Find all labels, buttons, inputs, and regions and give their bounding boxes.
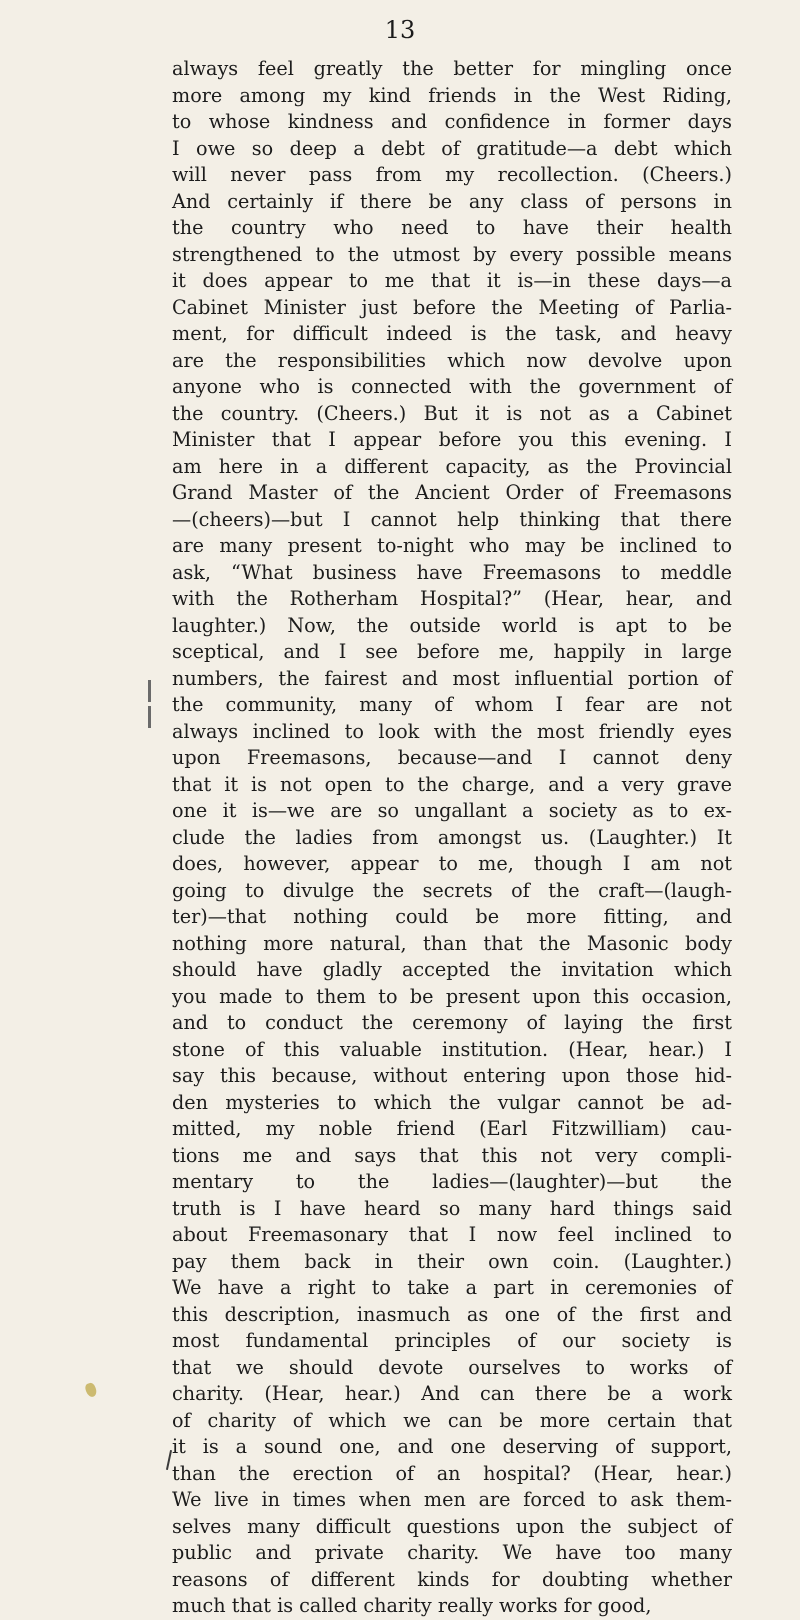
text-line: that it is not open to the charge, and a very grave (172, 772, 732, 796)
text-line: with the Rotherham Hospital?” (Hear, hear, and (172, 587, 732, 610)
text-line: are the responsibilities which now devolve upon (172, 348, 732, 372)
text-line: truth is I have heard so many hard things said (172, 1196, 732, 1220)
text-line: Grand Master of the Ancient Order of Freemasons (172, 481, 732, 504)
text-line: that we should devote ourselves to works of (172, 1355, 732, 1379)
text-line: —(cheers)—but I cannot help thinking that there (172, 507, 732, 531)
text-line: you made to them to be present upon this occasion, (172, 984, 732, 1008)
text-line: the country who need to have their health (172, 216, 732, 239)
text-line: clude the ladies from amongst us. (Laughter.) It (172, 825, 732, 849)
text-line: more among my kind friends in the West Riding, (172, 83, 732, 107)
text-line: stone of this valuable institution. (Hear, hear.) I (172, 1037, 732, 1061)
text-line: ask, “What business have Freemasons to meddle (172, 560, 732, 584)
text-line: mitted, my noble friend (Earl Fitzwilliam) cau- (172, 1117, 732, 1140)
text-line: it does appear to me that it is—in these days—a (172, 269, 732, 292)
text-line: about Freemasonary that I now feel inclined to (172, 1223, 732, 1246)
text-line: den mysteries to which the vulgar cannot be ad- (172, 1090, 732, 1114)
text-line: strengthened to the utmost by every possible means (172, 242, 732, 266)
text-line: the community, many of whom I fear are not (172, 693, 732, 716)
text-line: always inclined to look with the most friendly eyes (172, 719, 732, 743)
text-line: sceptical, and I see before me, happily in large (172, 640, 732, 663)
text-line: Minister that I appear before you this evening. I (172, 428, 732, 451)
text-line: than the erection of an hospital? (Hear, hear.) (172, 1461, 732, 1485)
body-text (172, 56, 732, 1620)
text-line: ter)—that nothing could be more fitting, and (172, 905, 732, 928)
text-line: always feel greatly the better for mingling once (172, 57, 732, 80)
text-line: to whose kindness and confidence in former days (172, 110, 732, 133)
text-line: mentary to the ladies—(laughter)—but the (172, 1170, 732, 1193)
page-number: 13 (384, 16, 416, 44)
text-line: We have a right to take a part in ceremonies of (172, 1276, 732, 1299)
text-line: We live in times when men are forced to ask them- (172, 1488, 732, 1511)
text-line: going to divulge the secrets of the craft—(laugh- (172, 878, 732, 902)
text-line: reasons of different kinds for doubting whether (172, 1567, 732, 1591)
text-line: numbers, the fairest and most influential portion of (172, 666, 732, 690)
text-line: one it is—we are so ungallant a society as to ex- (172, 799, 732, 822)
text-line: and to conduct the ceremony of laying the first (172, 1011, 732, 1034)
text-line: charity. (Hear, hear.) And can there be a work (172, 1382, 732, 1405)
text-line: public and private charity. We have too many (172, 1541, 732, 1564)
text-line: tions me and says that this not very compli- (172, 1143, 732, 1167)
text-line: say this because, without entering upon those hid- (172, 1064, 732, 1087)
margin-mark (148, 706, 151, 728)
text-line: are many present to-night who may be inclined to (172, 534, 732, 557)
text-line: of charity of which we can be more certain that (172, 1408, 732, 1432)
text-line: the country. (Cheers.) But it is not as a Cabinet (172, 401, 732, 425)
text-line: ment, for difficult indeed is the task, and heavy (172, 322, 732, 345)
text-line: should have gladly accepted the invitation which (172, 958, 732, 981)
text-line: will never pass from my recollection. (Cheers.) (172, 163, 732, 186)
margin-mark (148, 680, 151, 702)
text-line: am here in a different capacity, as the Provincial (172, 454, 732, 478)
text-line: And certainly if there be any class of persons in (172, 189, 732, 213)
text-line: selves many difficult questions upon the subject of (172, 1514, 732, 1538)
text-line: upon Freemasons, because—and I cannot deny (172, 746, 732, 769)
ink-blot (84, 1382, 98, 1399)
text-line: it is a sound one, and one deserving of support, (172, 1435, 732, 1458)
text-line: anyone who is connected with the government of (172, 375, 732, 398)
text-line: pay them back in their own coin. (Laughter.) (172, 1249, 732, 1273)
text-line: most fundamental principles of our society is (172, 1329, 732, 1352)
text-line: much that is called charity really works for good, (172, 1594, 652, 1617)
text-line: laughter.) Now, the outside world is apt to be (172, 613, 732, 637)
text-line: I owe so deep a debt of gratitude—a debt which (172, 136, 732, 160)
text-line: Cabinet Minister just before the Meeting of Parlia- (172, 295, 732, 319)
text-line: does, however, appear to me, though I am not (172, 852, 732, 875)
text-line: this description, inasmuch as one of the first and (172, 1302, 732, 1326)
text-line: nothing more natural, than that the Masonic body (172, 931, 732, 955)
